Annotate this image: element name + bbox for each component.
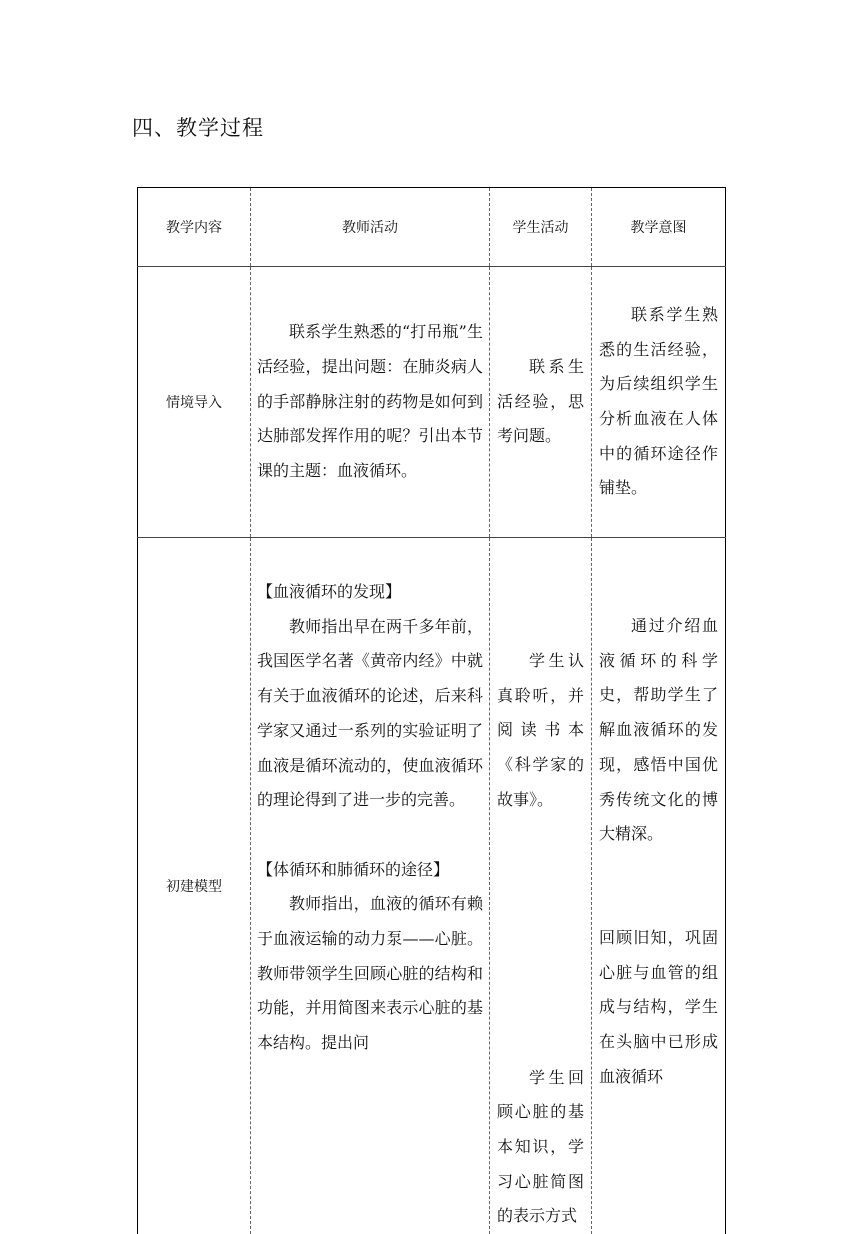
student-activity-cell [490,267,592,538]
header-student-activity: 学生活动 [490,188,592,267]
teacher-activity-cell [251,538,490,1234]
teaching-process-table [137,187,726,1234]
table-row [138,267,726,538]
row-label-model: 初建模型 [138,538,251,1234]
teaching-intent-text: 联系学生熟悉的生活经验，为后续组织学生分析血液在人体中的循环途径作铺垫。 [592,298,725,506]
teacher-activity-cell [251,267,490,538]
teaching-intent-cell [592,538,726,1234]
header-teaching-content: 教学内容 [138,188,251,267]
table-row [138,538,726,1234]
teaching-intent-text: 通过介绍血液循环的科学史，帮助学生了解血液循环的发现，感悟中国优秀传统文化的博大精深。 [592,609,725,852]
teaching-intent-text: 回顾旧知，巩固心脏与血管的组成与结构，学生在头脑中已形成血液循环 [592,921,725,1095]
header-teacher-activity: 教师活动 [251,188,490,267]
student-activity-cell [490,538,592,1234]
teacher-activity-text: 教师指出早在两千多年前，我国医学名著《黄帝内经》中就有关于血液循环的论述，后来科学家又通过一系列的实验证明了血液是循环流动的，使血液循环的理论得到了进一步的完善。 [251,610,489,818]
teaching-intent-cell [592,267,726,538]
teacher-activity-text: 联系学生熟悉的“打吊瓶”生活经验，提出问题：在肺炎病人的手部静脉注射的药物是如何到达肺部发挥作用的呢？引出本节课的主题：血液循环。 [251,315,489,489]
table-header-row [138,188,726,267]
student-activity-text: 联系生活经验，思考问题。 [490,350,591,454]
section-heading: 四、教学过程 [132,112,264,142]
student-activity-text: 学生回顾心脏的基本知识，学习心脏简图的表示方式 [490,1061,591,1234]
row-label-situation: 情境导入 [138,267,251,538]
teacher-activity-text: 教师指出，血液的循环有赖于血液运输的动力泵——心脏。教师带领学生回顾心脏的结构和功能，并用简图来表示心脏的基本结构。提出问 [251,887,489,1061]
section-title-discovery: 【血液循环的发现】 [251,575,489,610]
student-activity-text: 学生认真聆听，并阅读书本《科学家的故事》。 [490,644,591,818]
header-teaching-intent: 教学意图 [592,188,726,267]
section-title-circulation-path: 【体循环和肺循环的途径】 [251,853,489,888]
